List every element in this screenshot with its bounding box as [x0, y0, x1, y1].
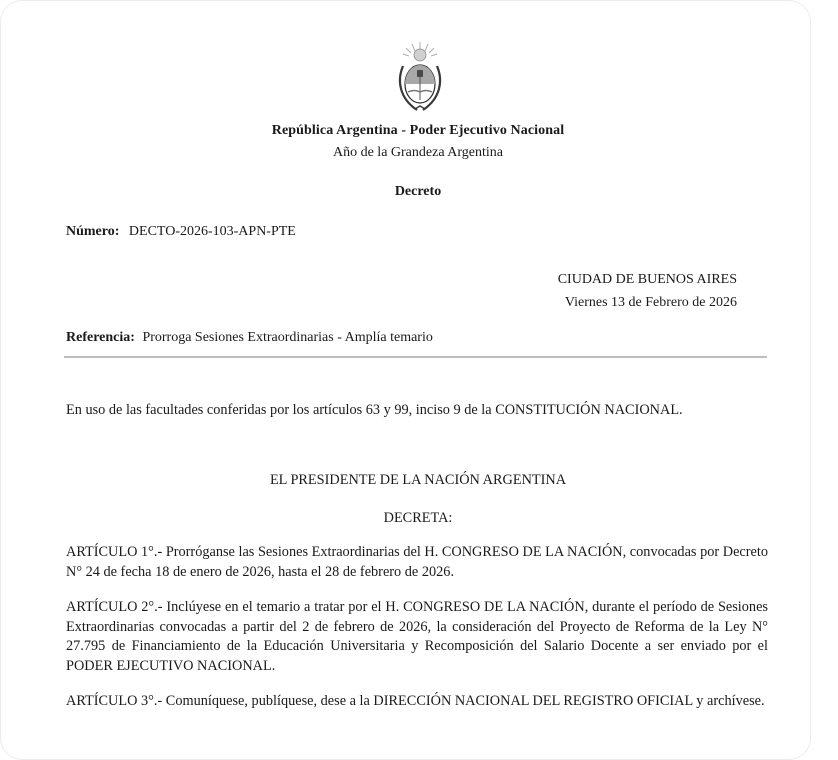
article-3-text: Comuníquese, publíquese, dese a la DIRECCIÓN NACIONAL DEL REGISTRO OFICIAL y archívese. — [162, 693, 765, 709]
decreta-heading: DECRETA: — [383, 510, 453, 526]
header-title: República Argentina - Poder Ejecutivo Nacional — [271, 123, 565, 138]
city: CIUDAD DE BUENOS AIRES — [557, 272, 737, 287]
article-1-text: Prorróganse las Sesiones Extraordinarias del H. CONGRESO DE LA NACIÓN, convocadas por Decreto N° 24 de fecha 18 de enero de 2026, hasta el 28 de febrero de 2026. — [66, 544, 768, 580]
header-subtitle: Año de la Grandeza Argentina — [332, 145, 503, 160]
article-2 — [66, 598, 768, 676]
article-3 — [66, 692, 768, 712]
reference-value: Prorroga Sesiones Extraordinarias - Amplía temario — [142, 330, 433, 345]
place-date — [558, 268, 737, 314]
date: Viernes 13 de Febrero de 2026 — [564, 295, 737, 310]
article-3-heading: ARTÍCULO 3°.- — [66, 693, 163, 709]
preamble: En uso de las facultades conferidas por los artículos 63 y 99, inciso 9 de la CONSTITUCIÓN NACIONAL. — [66, 402, 683, 418]
reference — [66, 330, 433, 346]
divider — [64, 356, 767, 358]
article-2-text: Inclúyese en el temario a tratar por el H. CONGRESO DE LA NACIÓN, durante el período de Sesiones Extraordinarias convocadas a partir del 2 de febrero de 2026, la consideración del Proyecto de Reforma de la Ley N° 27.795 de Financiamiento de la Educación Universitaria y Recomposición del Salario Docente a ser enviado por el PODER EJECUTIVO NACIONAL. — [66, 599, 768, 674]
article-1-heading: ARTÍCULO 1°.- — [66, 544, 163, 560]
president-heading: EL PRESIDENTE DE LA NACIÓN ARGENTINA — [269, 472, 567, 488]
decree-number — [66, 224, 296, 240]
document-type: Decreto — [394, 184, 442, 199]
decree-number-value: DECTO-2026-103-APN-PTE — [128, 224, 296, 239]
decree-number-label: Número: — [66, 224, 120, 239]
article-2-heading: ARTÍCULO 2°.- — [66, 599, 163, 615]
coat-of-arms-icon — [395, 40, 445, 114]
reference-label: Referencia: — [66, 330, 135, 345]
article-1 — [66, 543, 768, 582]
